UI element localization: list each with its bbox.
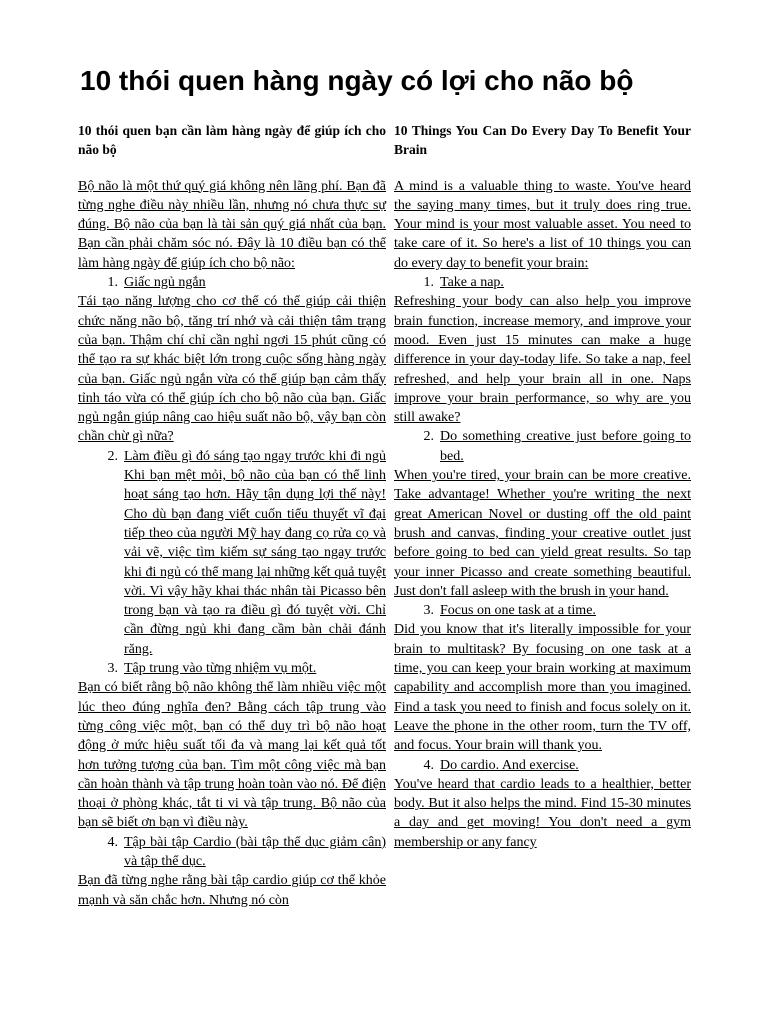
vietnamese-intro: Bộ não là một thứ quý giá không nên lãng phí. Bạn đã từng nghe điều này nhiều lần, nhưng nó chưa thực sự đúng. Bộ não của bạn là tài sản quý giá nhất của bạn. Bạn cần phải chăm sóc nó. Đây là 10 điều bạn có thể làm hàng ngày để giúp ích cho bộ não:: [78, 178, 386, 271]
list-number: 1.: [423, 275, 434, 291]
list-number: 1.: [107, 275, 118, 291]
list-item: [394, 427, 691, 466]
paragraph: Bạn có biết rằng bộ não không thể làm nhiều việc một lúc theo đúng nghĩa đen? Bằng cách tập trung vào từng công việc một, bạn có thể duy trì bộ não hoạt động ở mức hiệu suất tối đa và mang lại kết quả tốt hơn tưởng tượng của bạn. Tìm một công việc mà bạn cần hoàn thành và tập trung hoàn toàn vào nó. Để điện thoại ở phòng khác, tắt ti vi và tập trung. Bộ não của bạn sẽ biết ơn bạn vì điều này.: [78, 680, 386, 831]
vietnamese-column: [78, 121, 386, 910]
list-item-label: Take a nap.: [440, 275, 504, 291]
page-title: 10 thói quen hàng ngày có lợi cho não bộ: [80, 65, 634, 96]
list-item-label: Làm điều gì đó sáng tạo ngay trước khi đi ngủ Khi bạn mệt mỏi, bộ não của bạn có thể linh hoạt sáng tạo hơn. Hãy tận dụng lợi thế này! Cho dù bạn đang viết cuốn tiểu thuyết vĩ đại tiếp theo của người Mỹ hay đang cọ rửa cọ và vải vẽ, việc tìm kiếm sự sáng tạo ngay trước khi đi ngủ có thể mang lại những kết quả tuyệt vời. Vì vậy hãy khai thác nhân tài Picasso bên trong bạn và tạo ra điều gì đó tuyệt vời. Chỉ cần đừng ngủ khi đang cầm bàn chải đánh răng.: [124, 448, 386, 657]
paragraph: Tái tạo năng lượng cho cơ thể có thể giúp cải thiện chức năng não bộ, tăng trí nhớ và cải thiện tâm trạng của bạn. Thậm chí chỉ cần nghỉ ngơi 15 phút cũng có thể tạo ra sự khác biệt lớn trong cuộc sống hàng ngày của bạn. Giấc ngủ ngắn vừa có thể giúp bạn cảm thấy tỉnh táo vừa có thể giúp ích cho bộ não của bạn. Giấc ngủ ngắn giúp nâng cao hiệu suất não bộ, vậy bạn còn chần chừ gì nữa?: [78, 294, 386, 445]
paragraph: You've heard that cardio leads to a healthier, better body. But it also helps the mind. Find 15-30 minutes a day and get moving! You don't need a gym membership or any fancy: [394, 776, 691, 850]
paragraph: When you're tired, your brain can be more creative. Take advantage! Whether you're writing the next great American Novel or dusting off the old paint brush and canvas, finding your creative outlet just before going to bed can yield great results. So tap your inner Picasso and create something beautiful. Just don't fall asleep with the brush in your hand.: [394, 468, 691, 599]
paragraph: Did you know that it's literally impossible for your brain to multitask? By focusing on one task at a time, you can keep your brain working at maximum capability and accomplish more than you imagined. Find a task you need to finish and focus solely on it. Leave the phone in the other room, turn the TV off, and focus. Your brain will thank you.: [394, 622, 691, 754]
list-number: 3.: [423, 603, 434, 619]
list-item-label: Tập bài tập Cardio (bài tập thể dục giảm cân) và tập thể dục.: [124, 834, 386, 869]
list-item: [78, 447, 386, 659]
list-item-label: Do something creative just before going to bed.: [440, 429, 691, 464]
list-number: 4.: [423, 757, 434, 773]
vietnamese-heading: 10 thói quen bạn cần làm hàng ngày để giúp ích cho não bộ: [78, 123, 386, 158]
list-item-label: Focus on one task at a time.: [440, 603, 596, 619]
list-item: [78, 833, 386, 872]
list-item: [394, 601, 691, 620]
list-number: 4.: [107, 834, 118, 850]
english-heading: 10 Things You Can Do Every Day To Benefit Your Brain: [394, 123, 691, 158]
list-item: [78, 273, 386, 292]
list-item-label: Giấc ngủ ngắn: [124, 275, 206, 291]
list-number: 3.: [107, 661, 118, 677]
list-item-label: Do cardio. And exercise.: [440, 757, 579, 773]
list-number: 2.: [107, 448, 118, 464]
list-number: 2.: [423, 429, 434, 445]
paragraph: Bạn đã từng nghe rằng bài tập cardio giúp cơ thể khỏe mạnh và săn chắc hơn. Nhưng nó còn: [78, 873, 386, 908]
list-item: [394, 273, 691, 292]
list-item-label: Tập trung vào từng nhiệm vụ một.: [124, 661, 317, 677]
list-item: [394, 756, 691, 775]
english-intro: A mind is a valuable thing to waste. You've heard the saying many times, but it truly does ring true. Your mind is your most valuable asset. You need to take care of it. So here's a list of 10 things you can do every day to benefit your brain:: [394, 178, 691, 271]
paragraph: Refreshing your body can also help you improve brain function, increase memory, and improve your mood. Even just 15 minutes can make a huge difference in your day-today life. So take a nap, feel refreshed, and help your brain all in one. Naps improve your brain performance, so why are you still awake?: [394, 294, 691, 426]
english-column: [394, 121, 691, 852]
list-item: [78, 659, 386, 678]
